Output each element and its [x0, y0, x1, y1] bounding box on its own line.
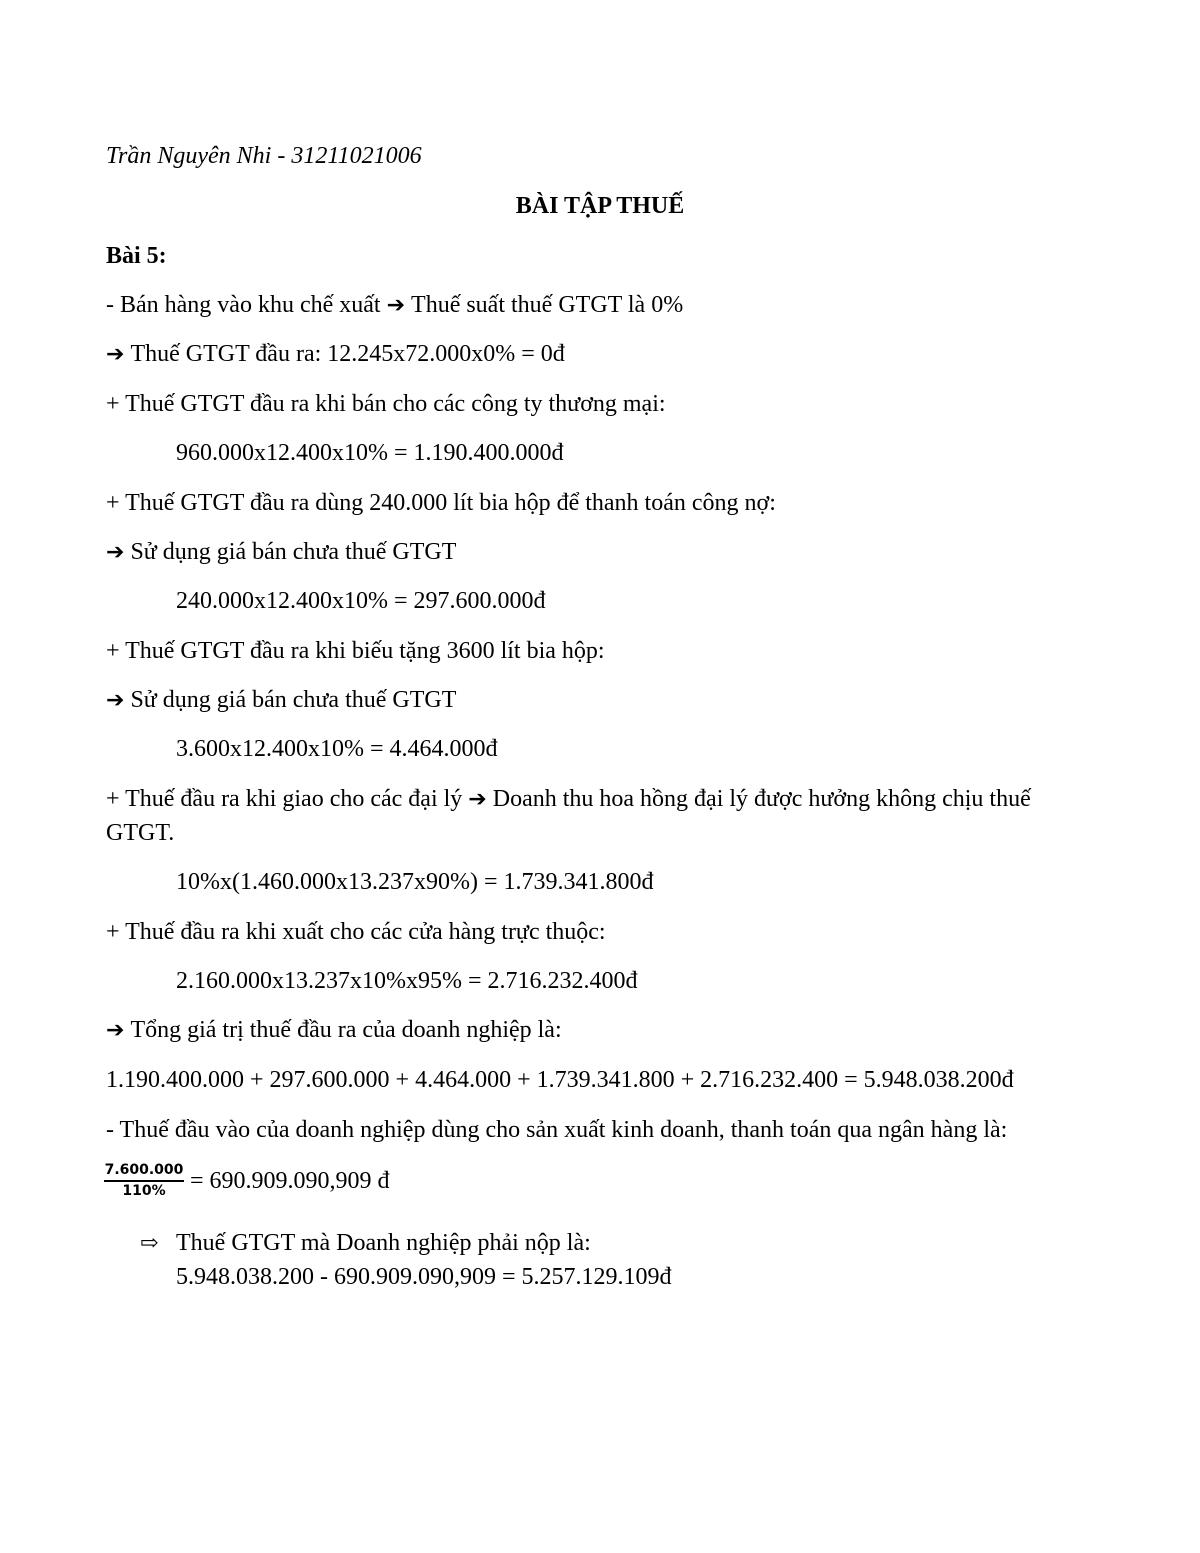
- fraction-bar: [104, 1180, 184, 1182]
- right-arrow-icon: ➔: [106, 341, 125, 366]
- line-total-output: [106, 1017, 562, 1045]
- formula-gift: 3.600x12.400x10% = 4.464.000đ: [176, 736, 498, 762]
- line-payable: [140, 1230, 591, 1258]
- fraction: [104, 1163, 184, 1200]
- line-text: Thuế suất thuế GTGT là 0%: [411, 292, 684, 318]
- formula-total-output: 1.190.400.000 + 297.600.000 + 4.464.000 + 1.739.341.800 + 2.716.232.400 = 5.948.038.200đ: [106, 1067, 1014, 1093]
- formula-trading: 960.000x12.400x10% = 1.190.400.000đ: [176, 440, 564, 466]
- line-text: Doanh thu hoa hồng đại lý được hưởng không chịu thuế: [492, 786, 1031, 812]
- section-heading: Bài 5:: [106, 243, 167, 269]
- line-text: + Thuế đầu ra khi giao cho các đại lý: [106, 786, 463, 812]
- right-arrow-icon: ➔: [106, 1017, 125, 1042]
- line-agents-cont: GTGT.: [106, 820, 175, 846]
- fraction-result: = 690.909.090,909 đ: [190, 1167, 390, 1194]
- right-arrow-icon: ➔: [386, 292, 406, 317]
- line-output-vat-zero: [106, 341, 565, 369]
- line-text: - Bán hàng vào khu chế xuất: [106, 292, 381, 318]
- formula-payable: 5.948.038.200 - 690.909.090,909 = 5.257.129.109đ: [176, 1264, 672, 1290]
- line-gift: + Thuế GTGT đầu ra khi biếu tặng 3600 lít bia hộp:: [106, 638, 605, 664]
- line-text: Sử dụng giá bán chưa thuế GTGT: [130, 539, 457, 565]
- line-trading-companies: + Thuế GTGT đầu ra khi bán cho các công ty thương mại:: [106, 391, 666, 417]
- author-line: Trần Nguyên Nhi - 31211021006: [106, 143, 422, 169]
- right-arrow-icon: ➔: [468, 786, 487, 811]
- fraction-numerator: 7.600.000: [104, 1162, 184, 1178]
- hollow-arrow-icon: ⇨: [140, 1230, 159, 1255]
- fraction-denominator: 110%: [122, 1183, 166, 1200]
- right-arrow-icon: ➔: [106, 539, 125, 564]
- line-input-vat: - Thuế đầu vào của doanh nghiệp dùng cho sản xuất kinh doanh, thanh toán qua ngân hàng là:: [106, 1117, 1008, 1143]
- line-stores: + Thuế đầu ra khi xuất cho các cửa hàng trực thuộc:: [106, 919, 606, 945]
- line-export-zone: [106, 292, 683, 320]
- input-vat-formula: [104, 1163, 390, 1200]
- line-debt-payment: + Thuế GTGT đầu ra dùng 240.000 lít bia hộp để thanh toán công nợ:: [106, 490, 776, 516]
- line-price-note-2: [106, 687, 456, 715]
- formula-debt: 240.000x12.400x10% = 297.600.000đ: [176, 588, 546, 614]
- line-text: Thuế GTGT mà Doanh nghiệp phải nộp là:: [176, 1230, 591, 1256]
- right-arrow-icon: ➔: [106, 687, 125, 712]
- line-text: Sử dụng giá bán chưa thuế GTGT: [130, 687, 457, 713]
- line-text: Thuế GTGT đầu ra: 12.245x72.000x0% = 0đ: [130, 341, 565, 367]
- line-text: Tổng giá trị thuế đầu ra của doanh nghiệp là:: [130, 1017, 562, 1043]
- document-title: BÀI TẬP THUẾ: [515, 193, 685, 219]
- line-agents: [106, 786, 1031, 814]
- formula-agents: 10%x(1.460.000x13.237x90%) = 1.739.341.800đ: [176, 869, 654, 895]
- formula-stores: 2.160.000x13.237x10%x95% = 2.716.232.400đ: [176, 968, 638, 994]
- line-price-note-1: [106, 539, 456, 567]
